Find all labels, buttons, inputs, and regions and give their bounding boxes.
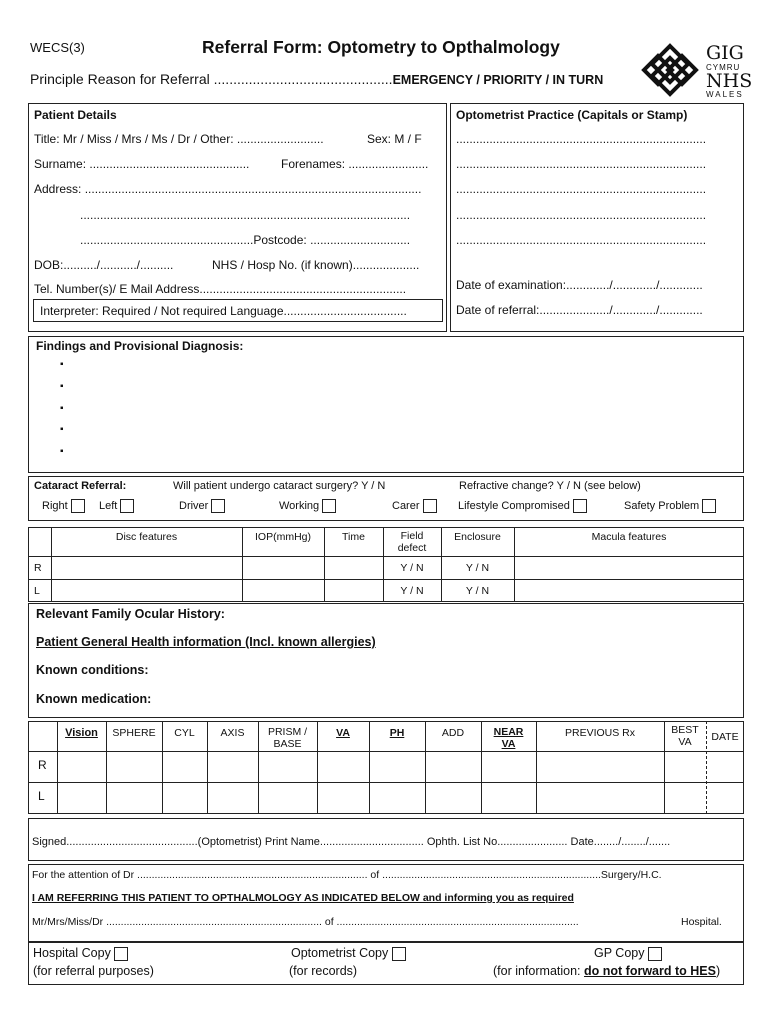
gp-sub-prefix: (for information: xyxy=(493,964,585,978)
hospital-copy xyxy=(33,946,128,961)
safety-option xyxy=(624,499,716,513)
postcode-field[interactable]: ....................................................Postcode: .............................. xyxy=(80,233,411,247)
cataract-question: Will patient undergo cataract surgery? Y / N xyxy=(173,480,386,492)
enclosure-r[interactable]: Y / N xyxy=(465,562,490,574)
surname-field[interactable]: Surname: ................................................ xyxy=(34,157,250,171)
row-eye-r: R xyxy=(34,562,42,574)
forenames-field[interactable]: Forenames: ........................ xyxy=(281,157,429,171)
practice-line[interactable]: ........................................................................... xyxy=(456,233,707,247)
best-va-header: BEST VA xyxy=(671,724,699,748)
gp-sub-bold: do not forward to HES xyxy=(584,964,716,978)
field-defect-header: Field defect xyxy=(397,530,427,554)
referral-date-field[interactable]: Date of referral:...................../............./............. xyxy=(456,303,703,317)
hospital-label: Hospital. xyxy=(681,916,722,928)
cataract-label: Cataract Referral: xyxy=(34,480,127,492)
macula-header: Macula features xyxy=(591,531,667,543)
driver-option xyxy=(179,499,225,513)
hospital-copy-sub: (for referral purposes) xyxy=(33,964,154,978)
dob-field[interactable]: DOB:........../.........../.......... xyxy=(34,258,174,272)
page-title: Referral Form: Optometry to Opthalmology xyxy=(202,37,560,57)
findings-bullet: ▪ xyxy=(60,446,64,457)
add-header: ADD xyxy=(441,727,465,739)
nhs-number-field[interactable]: NHS / Hosp No. (if known).................... xyxy=(212,258,420,272)
attention-line[interactable]: For the attention of Dr ............................................................................... of ...........................................................................Surgery/H.C. xyxy=(32,869,662,881)
patient-details-heading: Patient Details xyxy=(34,108,117,122)
findings-heading: Findings and Provisional Diagnosis: xyxy=(36,339,244,353)
safety-label: Safety Problem xyxy=(624,499,700,512)
practice-line[interactable]: ........................................................................... xyxy=(456,182,707,196)
ph-header: PH xyxy=(389,727,405,739)
carer-label: Carer xyxy=(392,499,420,512)
vision-row-l: L xyxy=(38,789,45,803)
va-header: VA xyxy=(336,727,350,739)
address-field[interactable]: Address: ..................................................................................................... xyxy=(34,182,422,196)
lifestyle-checkbox[interactable] xyxy=(573,499,587,513)
findings-bullet: ▪ xyxy=(60,403,64,414)
findings-box xyxy=(28,336,744,473)
form-code: WECS(3) xyxy=(30,40,85,55)
working-option xyxy=(279,499,336,513)
exam-date-field[interactable]: Date of examination:............./............./............. xyxy=(456,278,703,292)
practice-line[interactable]: ........................................................................... xyxy=(456,208,707,222)
vision-row-r: R xyxy=(38,758,47,772)
referring-statement: I AM REFERRING THIS PATIENT TO OPTHALMOLOGY AS INDICATED BELOW and informing you as required xyxy=(32,892,574,904)
family-history-label: Relevant Family Ocular History: xyxy=(36,607,225,621)
general-health-label: Patient General Health information (Incl. known allergies) xyxy=(36,635,376,649)
gp-copy-checkbox[interactable] xyxy=(648,947,662,961)
optometrist-copy-label: Optometrist Copy xyxy=(291,946,389,960)
known-medication-label: Known medication: xyxy=(36,692,152,706)
safety-checkbox[interactable] xyxy=(702,499,716,513)
gp-copy xyxy=(594,946,662,961)
hospital-copy-label: Hospital Copy xyxy=(33,946,111,960)
signature-line[interactable]: Signed...........................................(Optometrist) Print Name.................................. Ophth. List No....................... Date......../......../....... xyxy=(32,836,671,848)
vision-header: Vision xyxy=(65,727,98,739)
practice-heading: Optometrist Practice (Capitals or Stamp) xyxy=(456,108,688,122)
referral-reason xyxy=(30,71,603,87)
disc-features-header: Disc features xyxy=(115,531,178,543)
driver-checkbox[interactable] xyxy=(211,499,225,513)
near-va-header: NEAR VA xyxy=(493,726,524,750)
optometrist-copy-checkbox[interactable] xyxy=(392,947,406,961)
right-label: Right xyxy=(42,499,68,512)
logo-nhs: NHS xyxy=(706,70,753,92)
mr-mrs-line[interactable]: Mr/Mrs/Miss/Dr .......................................................................... of ................................................................................... xyxy=(32,916,579,928)
optometrist-copy xyxy=(291,946,406,961)
lifestyle-option xyxy=(458,499,587,513)
logo-cymru: CYMRU xyxy=(706,63,741,72)
date-header: DATE xyxy=(711,731,739,743)
working-checkbox[interactable] xyxy=(322,499,336,513)
practice-line[interactable]: ........................................................................... xyxy=(456,132,707,146)
previous-rx-header: PREVIOUS Rx xyxy=(564,727,635,739)
cyl-header: CYL xyxy=(174,727,195,739)
sphere-header: SPHERE xyxy=(112,727,156,739)
findings-bullet: ▪ xyxy=(60,424,64,435)
gp-copy-label: GP Copy xyxy=(594,946,645,960)
address-line-2[interactable]: ................................................................................................... xyxy=(80,208,411,222)
enclosure-header: Enclosure xyxy=(454,531,501,543)
driver-label: Driver xyxy=(179,499,209,512)
sex-field[interactable]: Sex: M / F xyxy=(367,132,422,146)
left-label: Left xyxy=(99,499,118,512)
tel-email-field[interactable]: Tel. Number(s)/ E Mail Address.............................................................. xyxy=(34,282,407,296)
findings-bullet: ▪ xyxy=(60,381,64,392)
prism-base-header: PRISM / BASE xyxy=(267,726,308,750)
practice-line[interactable]: ........................................................................... xyxy=(456,157,707,171)
hospital-copy-checkbox[interactable] xyxy=(114,947,128,961)
left-option xyxy=(99,499,134,513)
field-defect-r[interactable]: Y / N xyxy=(400,562,424,574)
logo-knot-icon xyxy=(640,42,700,98)
findings-bullet: ▪ xyxy=(60,359,64,370)
right-checkbox[interactable] xyxy=(71,499,85,513)
field-defect-l[interactable]: Y / N xyxy=(400,585,424,597)
enclosure-l[interactable]: Y / N xyxy=(465,585,490,597)
gp-sub-suffix: ) xyxy=(715,964,721,978)
logo-wales: WALES xyxy=(706,90,744,99)
carer-option xyxy=(392,499,437,513)
reason-options: EMERGENCY / PRIORITY / IN TURN xyxy=(392,73,604,87)
logo-gig: GIG xyxy=(706,42,744,64)
row-eye-l: L xyxy=(34,585,40,597)
title-field[interactable]: Title: Mr / Miss / Mrs / Ms / Dr / Other: .......................... xyxy=(34,132,324,146)
working-label: Working xyxy=(279,499,320,512)
right-option xyxy=(42,499,85,513)
reason-label: Principle Reason for Referral .............................................. xyxy=(30,71,393,87)
known-conditions-label: Known conditions: xyxy=(36,663,149,677)
axis-header: AXIS xyxy=(220,727,245,739)
iop-header: IOP(mmHg) xyxy=(255,531,311,543)
left-checkbox[interactable] xyxy=(120,499,134,513)
lifestyle-label: Lifestyle Compromised xyxy=(458,499,570,512)
interpreter-field[interactable]: Interpreter: Required / Not required Language..................................... xyxy=(40,304,407,318)
carer-checkbox[interactable] xyxy=(423,499,437,513)
refractive-change: Refractive change? Y / N (see below) xyxy=(459,480,641,492)
gp-copy-sub xyxy=(493,964,720,978)
time-header: Time xyxy=(342,531,365,543)
optometrist-copy-sub: (for records) xyxy=(289,964,358,978)
